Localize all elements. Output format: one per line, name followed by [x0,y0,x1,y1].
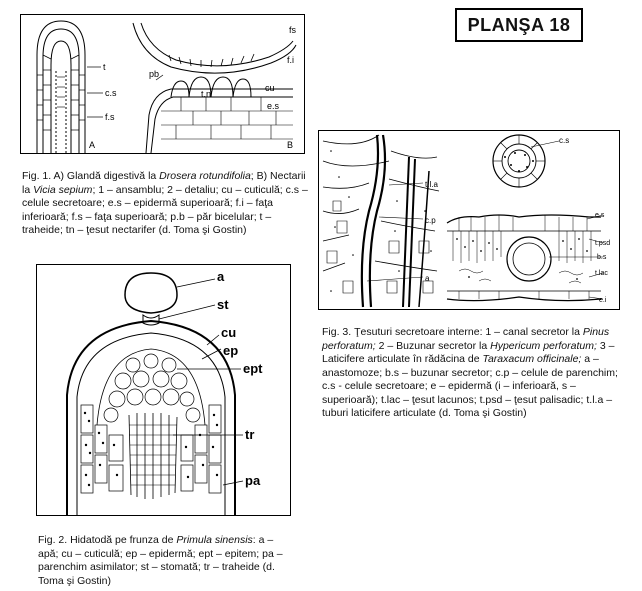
label-fs: fs [289,25,297,35]
resin-canal-drawing [493,135,559,187]
label-tn: t.n [201,89,212,99]
species-vicia: Vicia sepium [33,183,93,196]
secretory-pocket-drawing [447,215,603,301]
laticifers-drawing [323,135,439,307]
species-pinus: Pinus perforatum; [322,326,610,352]
label-bs: b.s [597,254,607,261]
label-fs-left: f.s [105,112,115,122]
figure-2-drawing [37,265,291,516]
label-tla: t.l.a [425,180,438,189]
figure-3-caption: Fig. 3. Ţesuturi secretoare interne: 1 – canal secretor la Pinus perforatum; 2 – Buzunar secretor la Hypericum perforatum; 3 – Laticifere articulate în rădăcina de Taraxacum officinale; a – anastomoze; b.s – buzunar secretor; c.p – celule de parenchim; c.s - celule secretoare; e – epidermă (i – inferioară, s – superioară); t.lac – ţesut lacunos; t.psd – ţesut palisadic; t.l.a – tuburi laticifere articulate (d. Toma şi Gostin) [322,326,618,419]
label-cs3: c.s [559,136,570,145]
figure-2-caption: Fig. 2. Hidatodă pe frunza de Primula sinensis: a – apă; cu – cuticulă; ep – epidermă; ept – epitem; pa – parenchim asimilator; st – stomată; tr – traheide (d. Toma şi Gostin) [38,534,283,587]
label-es3: e.s [595,212,605,219]
label-t: t [103,62,106,72]
label-a3: a [425,274,430,283]
figure-2-illustration [36,264,291,516]
label-a: a [217,269,225,284]
species-drosera: Drosera rotundifolia [159,170,251,182]
label-cs: c.s [105,88,117,98]
plate-title: PLANŞA 18 [455,8,583,42]
label-ei: e.i [599,297,607,304]
figure-1-drawing [21,15,305,154]
label-cp: c.p [425,216,436,225]
label-st: st [217,297,229,312]
label-tr: tr [245,427,255,442]
species-taraxacum: Taraxacum officinale; [482,353,582,365]
label-fi: f.i [287,55,295,65]
label-ept: ept [243,361,263,376]
label-B: B [287,140,294,150]
drosera-gland-drawing [37,21,103,153]
label-A: A [89,140,96,150]
species-primula: Primula sinensis [176,534,253,546]
label-tlac: t.lac [595,270,608,277]
figure-1-illustration [20,14,305,154]
label-pb: pb [149,69,160,79]
label-cu: cu [265,83,275,93]
label-ep: ep [223,343,239,358]
figure-3-illustration [318,130,620,310]
figure-1-caption: Fig. 1. A) Glandă digestivă la Drosera rotundifolia; B) Nectarii la Vicia sepium; 1 – ansamblu; 2 – detaliu; cu – cuticulă; c.s – celule secretoare; e.s – epidermă superioară; f.i – faţa inferioară; f.s – faţa superioară; p.b – păr bicelular; t – traheide; tn – ţesut nectarifer (d. Toma şi Gostin) [22,170,308,236]
label-cu: cu [221,325,237,340]
label-es: e.s [267,101,280,111]
label-tpsd: t.psd [595,240,611,247]
species-hypericum: Hypericum perforatum; [490,339,597,352]
label-pa: pa [245,473,261,488]
figure-3-drawing [319,131,620,310]
